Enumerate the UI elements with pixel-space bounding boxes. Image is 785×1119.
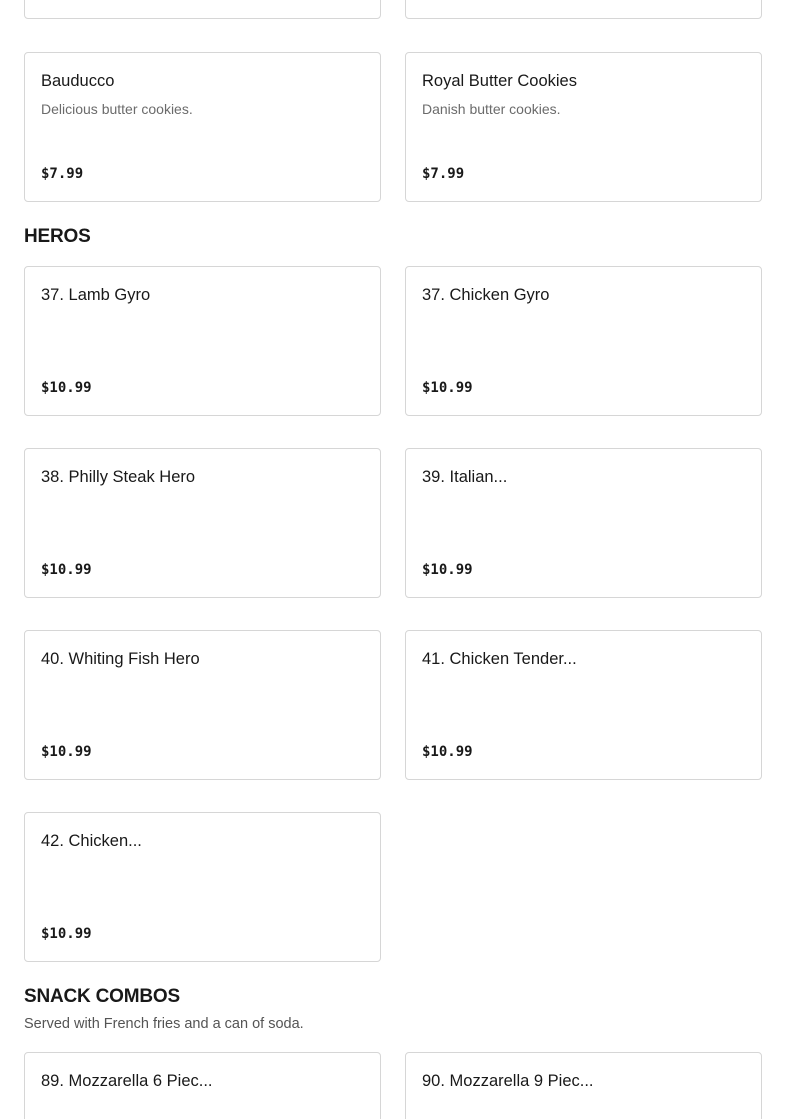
menu-item-price: $10.99 <box>41 562 92 578</box>
menu-item-description: Danish butter cookies. <box>422 101 561 117</box>
menu-item-card-philly-steak-hero[interactable] <box>24 448 381 598</box>
menu-item-price: $10.99 <box>422 380 473 396</box>
menu-item-card-lamb-gyro[interactable] <box>24 266 381 416</box>
menu-item-card-mozzarella-9[interactable] <box>405 1052 762 1119</box>
menu-item-name: 42. Chicken... <box>41 832 142 850</box>
menu-item-price: $10.99 <box>422 562 473 578</box>
menu-item-name: 40. Whiting Fish Hero <box>41 650 200 668</box>
menu-item-card-partial-right[interactable] <box>405 0 762 19</box>
menu-item-card-italian[interactable] <box>405 448 762 598</box>
menu-item-price: $10.99 <box>41 926 92 942</box>
menu-item-name: 90. Mozzarella 9 Piec... <box>422 1072 594 1090</box>
menu-item-price: $7.99 <box>41 166 84 182</box>
menu-item-price: $7.99 <box>422 166 465 182</box>
menu-item-name: 37. Chicken Gyro <box>422 286 550 304</box>
menu-item-price: $10.99 <box>41 744 92 760</box>
menu-item-card-whiting-fish-hero[interactable] <box>24 630 381 780</box>
menu-item-name: 37. Lamb Gyro <box>41 286 151 304</box>
menu-item-price: $10.99 <box>41 380 92 396</box>
section-title-heros: HEROS <box>24 226 91 247</box>
menu-item-card-bauducco[interactable] <box>24 52 381 202</box>
menu-item-card-partial-left[interactable] <box>24 0 381 19</box>
menu-item-name: 89. Mozzarella 6 Piec... <box>41 1072 213 1090</box>
menu-item-card-royal-butter-cookies[interactable] <box>405 52 762 202</box>
menu-item-name: 39. Italian... <box>422 468 508 486</box>
menu-item-name: 41. Chicken Tender... <box>422 650 577 668</box>
menu-item-card-mozzarella-6[interactable] <box>24 1052 381 1119</box>
menu-item-price: $10.99 <box>422 744 473 760</box>
menu-item-name: Royal Butter Cookies <box>422 72 577 90</box>
menu-item-name: Bauducco <box>41 72 115 90</box>
menu-item-name: 38. Philly Steak Hero <box>41 468 196 486</box>
section-title-snack-combos: SNACK COMBOS <box>24 986 180 1007</box>
menu-item-description: Delicious butter cookies. <box>41 101 193 117</box>
section-subtitle-snack-combos: Served with French fries and a can of soda. <box>24 1016 304 1032</box>
menu-item-card-chicken[interactable] <box>24 812 381 962</box>
menu-item-card-chicken-gyro[interactable] <box>405 266 762 416</box>
menu-item-card-chicken-tender[interactable] <box>405 630 762 780</box>
